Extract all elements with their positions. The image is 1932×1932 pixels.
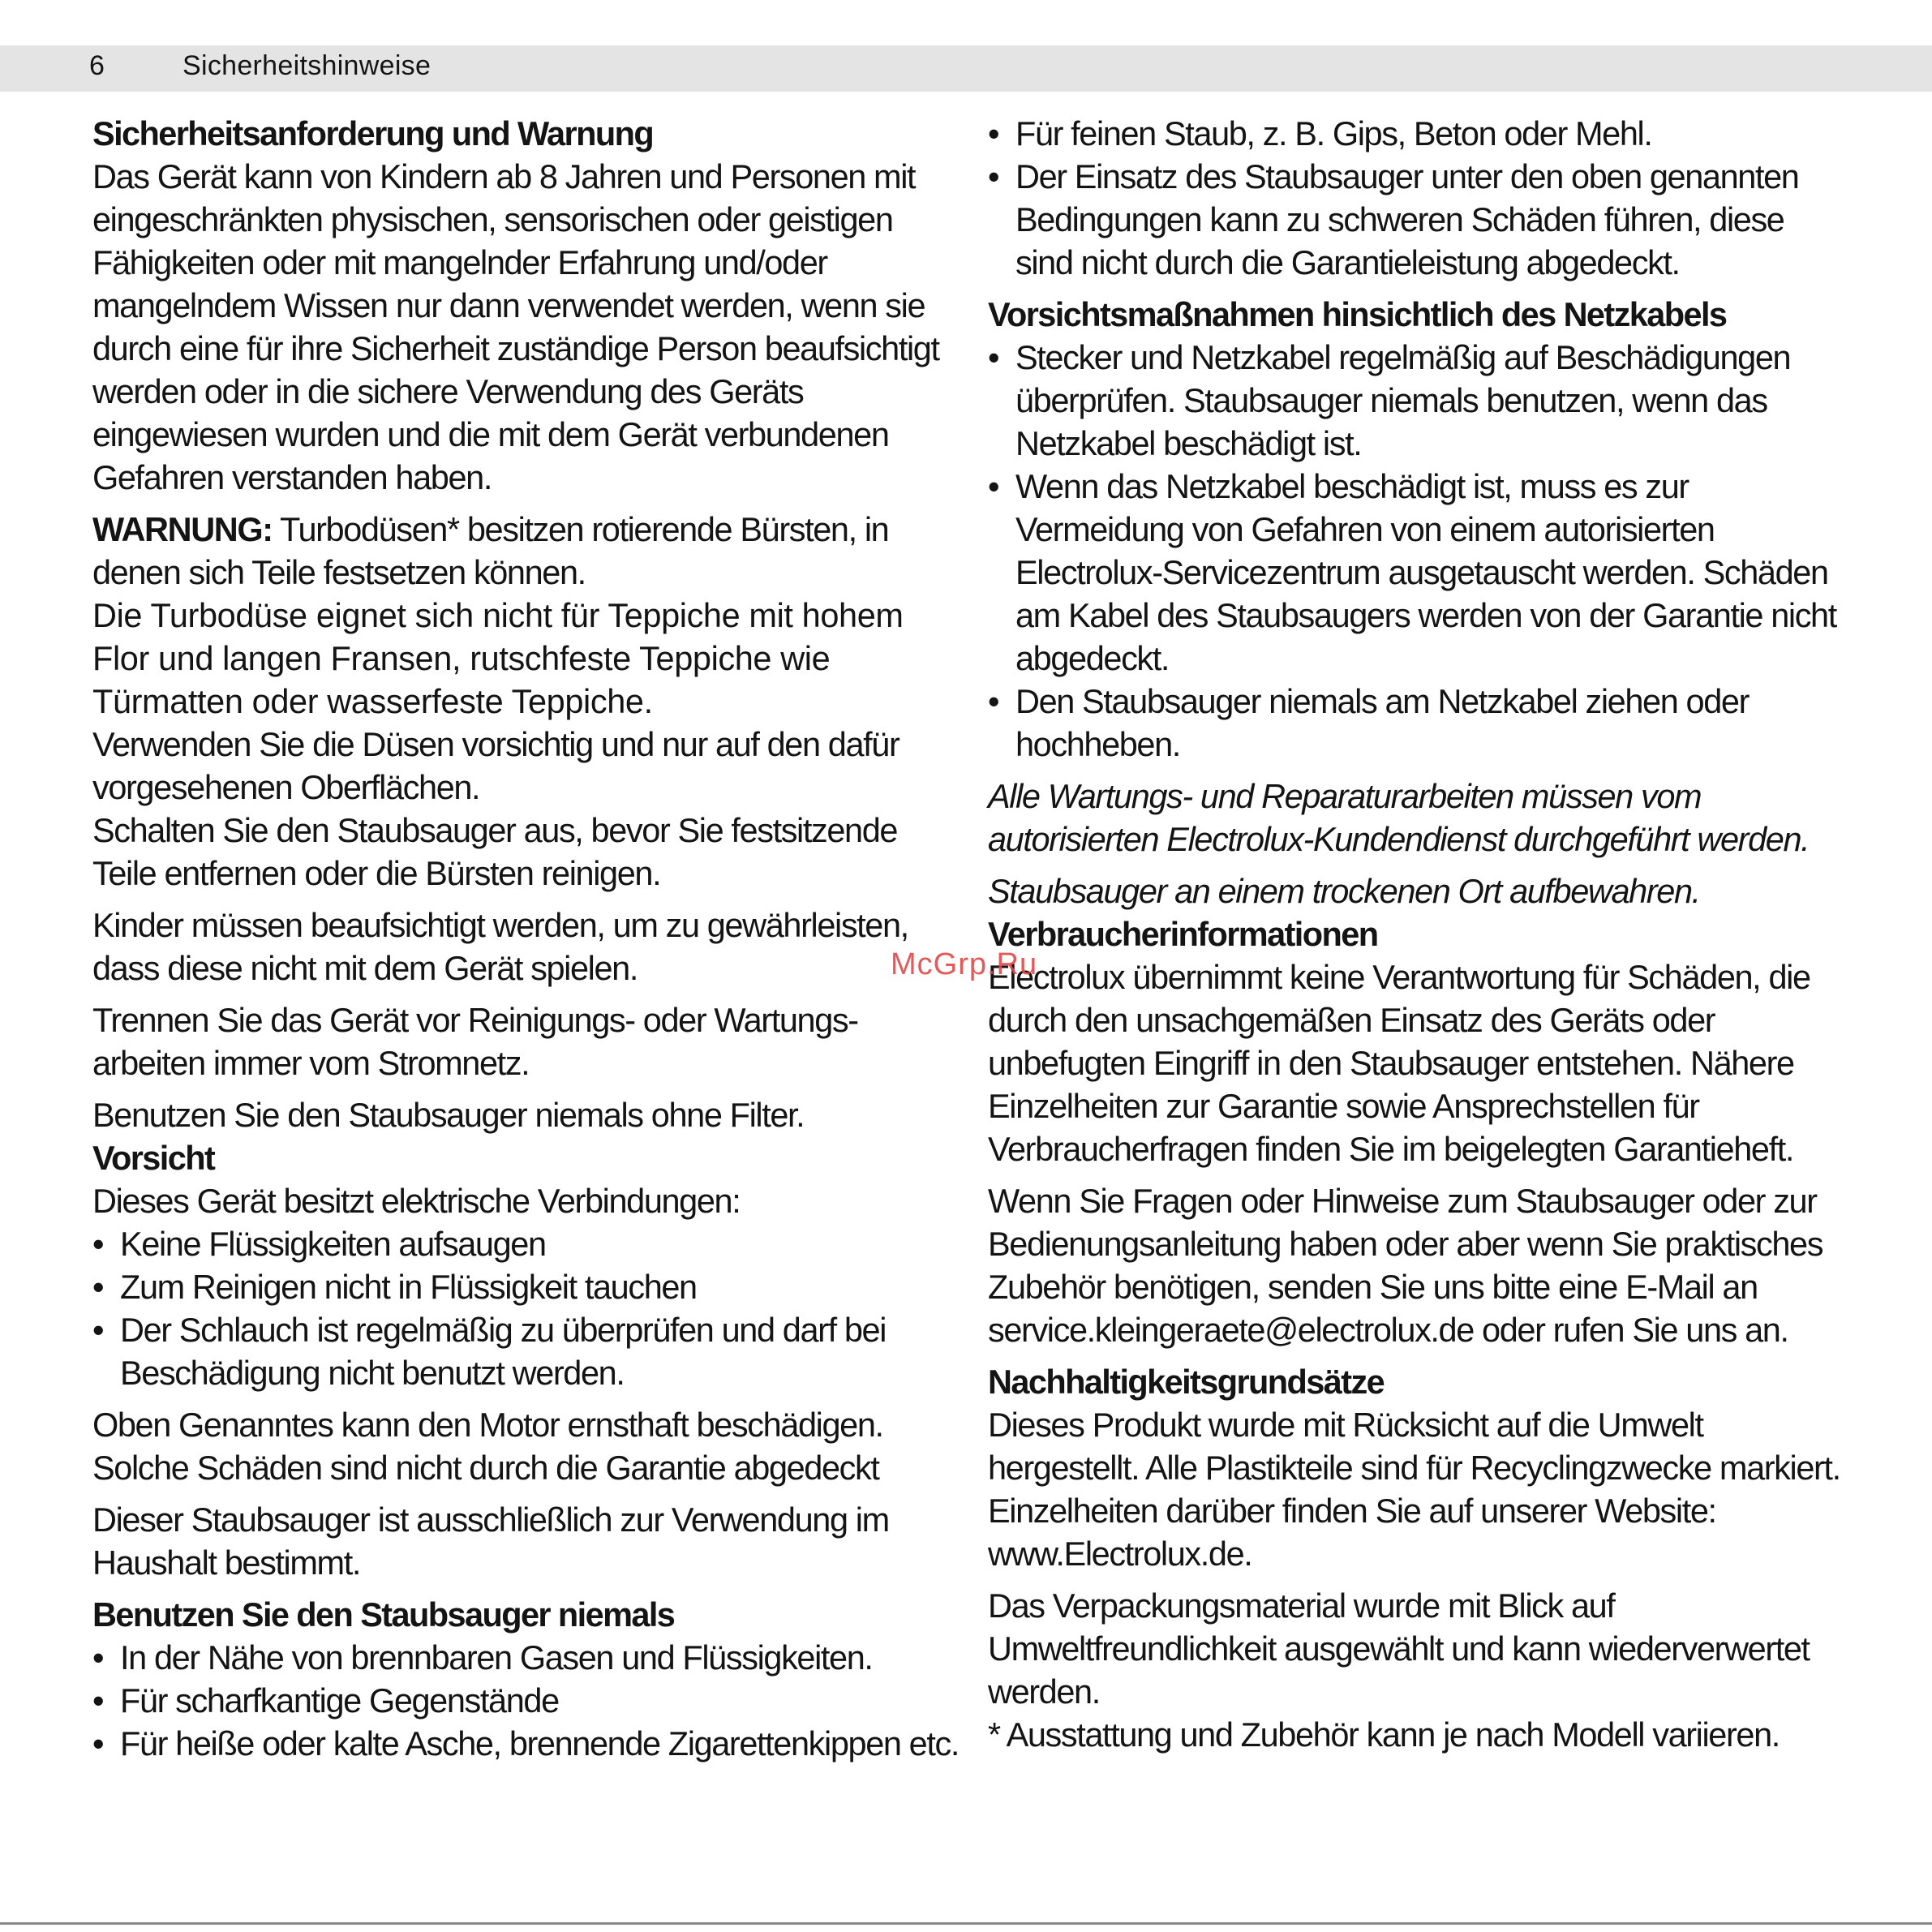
switch-off-paragraph: Schalten Sie den Staubsauger aus, bevor Sie festsitzende Teile entfernen oder die Bürsten reinigen. <box>92 811 898 892</box>
caution-intro: Dieses Gerät besitzt elektrische Verbindungen: <box>92 1182 741 1220</box>
list-item: • Für feinen Staub, z. B. Gips, Beton oder Mehl. <box>988 112 1848 155</box>
list-item: • Den Staubsauger niemals am Netzkabel ziehen oder hochheben. <box>988 680 1848 766</box>
list-item: • Keine Flüssigkeiten aufsaugen <box>92 1222 960 1265</box>
section-heading-safety: Sicherheitsanforderung und Warnung <box>92 114 654 152</box>
list-item: • Wenn das Netzkabel beschädigt ist, muss es zur Vermeidung von Gefahren von einem autorisierten Electrolux-Servicezentrum ausgetauscht werden. Schäden am Kabel des Staubsaugers werden von der Garantie nicht abgedeckt. <box>988 465 1848 680</box>
motor-paragraph: Oben Genanntes kann den Motor ernsthaft beschädigen. Solche Schäden sind nicht durch die Garantie abgedeckt <box>92 1406 883 1487</box>
caution-list <box>92 1222 960 1394</box>
filter-paragraph: Benutzen Sie den Staubsauger niemals ohne Filter. <box>92 1096 805 1134</box>
unplug-paragraph: Trennen Sie das Gerät vor Reinigungs- oder Wartungs-arbeiten immer vom Stromnetz. <box>92 1001 858 1082</box>
warning-text: Turbodüsen* besitzen rotierende Bürsten, in denen sich Teile festsetzen können. <box>92 510 889 591</box>
list-item: • Zum Reinigen nicht in Flüssigkeit tauchen <box>92 1265 960 1308</box>
list-item: • Für heiße oder kalte Asche, brennende Zigarettenkippen etc. <box>92 1722 960 1765</box>
children-paragraph: Kinder müssen beaufsichtigt werden, um zu gewährleisten, dass diese nicht mit dem Gerät spielen. <box>92 906 908 987</box>
page-number: 6 <box>89 50 105 81</box>
continued-list <box>988 112 1848 284</box>
list-item: • In der Nähe von brennbaren Gasen und Flüssigkeiten. <box>92 1636 960 1679</box>
nozzle-paragraph: Verwenden Sie die Düsen vorsichtig und nur auf den dafür vorgesehenen Oberflächen. <box>92 725 899 806</box>
household-paragraph: Dieser Staubsauger ist ausschließlich zur Verwendung im Haushalt bestimmt. <box>92 1501 889 1582</box>
turbo-paragraph: Die Turbodüse eignet sich nicht für Teppiche mit hohem Flor und langen Fransen, rutschfeste Teppiche wie Türmatten oder wasserfeste Teppiche. <box>92 596 904 720</box>
list-item: • Für scharfkantige Gegenstände <box>92 1679 960 1722</box>
consumer-paragraph-2: Wenn Sie Fragen oder Hinweise zum Staubsauger oder zur Bedienungsanleitung haben oder aber wenn Sie praktisches Zubehör benötigen, senden Sie uns bitte eine E-Mail an service.kleingeraete@electrolux.de oder rufen Sie uns an. <box>988 1182 1823 1349</box>
section-heading-consumer-info: Verbraucherinformationen <box>988 915 1378 953</box>
never-use-list <box>92 1636 960 1765</box>
watermark: McGrp.Ru <box>891 947 1038 981</box>
consumer-paragraph-1: Electrolux übernimmt keine Verantwortung für Schäden, die durch den unsachgemäßen Einsatz des Geräts oder unbefugten Eingriff in den Staubsauger entstehen. Nähere Einzelheiten zur Garantie sowie Ansprechstellen für Verbraucherfragen finden Sie im beigelegten Garantieheft. <box>988 958 1810 1168</box>
sustainability-paragraph-2: Das Verpackungsmaterial wurde mit Blick auf Umweltfreundlichkeit ausgewählt und kann wiederverwertet werden. <box>988 1586 1810 1711</box>
list-item: • Der Einsatz des Staubsauger unter den oben genannten Bedingungen kann zu schweren Schäden führen, diese sind nicht durch die Garantieleistung abgedeckt. <box>988 155 1848 284</box>
list-item: • Stecker und Netzkabel regelmäßig auf Beschädigungen überprüfen. Staubsauger niemals benutzen, wenn das Netzkabel beschädigt ist. <box>988 336 1848 465</box>
left-column <box>92 112 960 1774</box>
section-heading-sustainability: Nachhaltigkeitsgrundsätze <box>988 1363 1385 1401</box>
section-heading-power-cord: Vorsichtsmaßnahmen hinsichtlich des Netzkabels <box>988 295 1727 333</box>
storage-paragraph: Staubsauger an einem trockenen Ort aufbewahren. <box>988 872 1700 910</box>
power-cord-list <box>988 336 1848 766</box>
service-paragraph: Alle Wartungs- und Reparaturarbeiten müssen vom autorisierten Electrolux-Kundendienst durchgeführt werden. <box>988 777 1810 858</box>
warning-paragraph <box>92 508 960 594</box>
section-heading-caution: Vorsicht <box>92 1139 215 1177</box>
sustainability-paragraph-1: Dieses Produkt wurde mit Rücksicht auf die Umwelt hergestellt. Alle Plastikteile sind für Recyclingzwecke markiert. Einzelheiten darüber finden Sie auf unserer Website: www.Electrolux.de. <box>988 1406 1840 1573</box>
right-column <box>988 112 1848 1765</box>
safety-paragraph: Das Gerät kann von Kindern ab 8 Jahren und Personen mit eingeschränkten physischen, sensorischen oder geistigen Fähigkeiten oder mit mangelnder Erfahrung und/oder mangelndem Wissen nur dann verwendet werden, wenn sie durch eine für ihre Sicherheit zuständige Person beaufsichtigt werden oder in die sichere Verwendung des Geräts eingewiesen wurden und die mit dem Gerät verbundenen Gefahren verstanden haben. <box>92 157 939 496</box>
footnote: * Ausstattung und Zubehör kann je nach Modell variieren. <box>988 1715 1780 1754</box>
section-heading-never-use: Benutzen Sie den Staubsauger niemals <box>92 1595 675 1634</box>
header-title: Sicherheitshinweise <box>182 50 431 81</box>
list-item: • Der Schlauch ist regelmäßig zu überprüfen und darf bei Beschädigung nicht benutzt werden. <box>92 1308 960 1394</box>
bottom-rule <box>0 1922 1932 1925</box>
warning-label: WARNUNG: <box>92 510 273 548</box>
